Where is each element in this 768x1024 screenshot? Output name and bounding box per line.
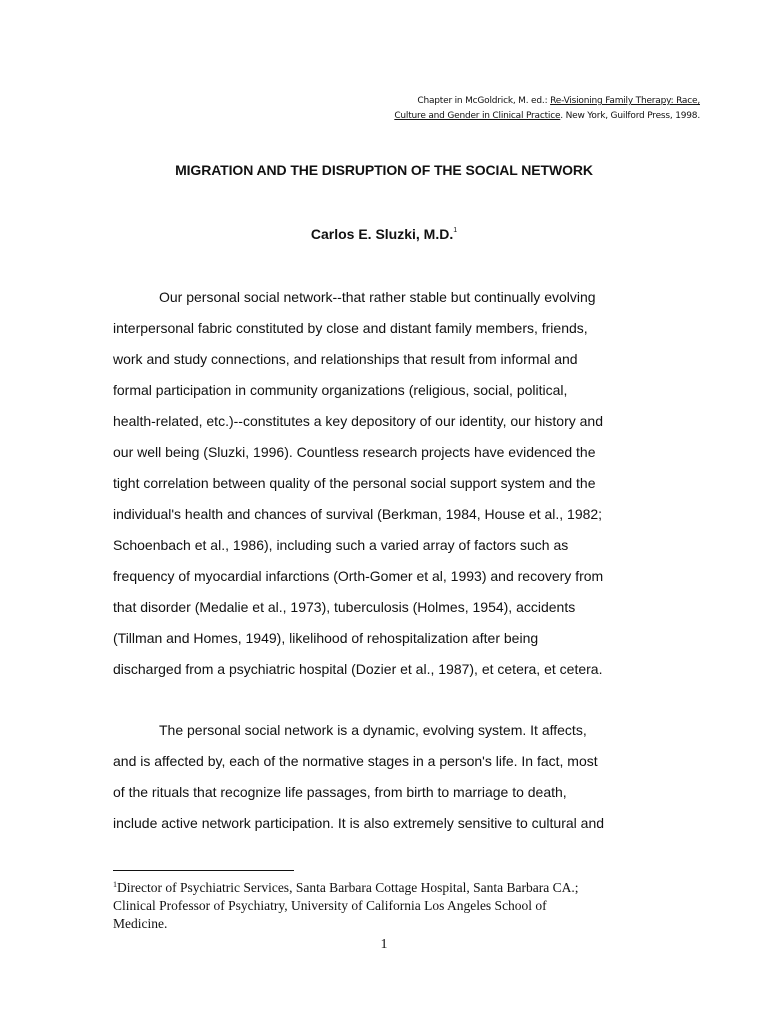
text-line: and is affected by, each of the normative stages in a person's life. In fact, most [113, 753, 598, 769]
text-line: health-related, etc.)--constitutes a key depository of our identity, our history and [113, 413, 603, 429]
text-line: include active network participation. It is also extremely sensitive to cultural and [113, 815, 605, 831]
paragraph-1 [113, 282, 653, 685]
citation-line-1: Chapter in McGoldrick, M. ed.: Re-Visioning Family Therapy: Race, [417, 96, 700, 106]
text-line: work and study connections, and relationships that result from informal and [113, 351, 578, 367]
text-line: interpersonal fabric constituted by close and distant family members, friends, [113, 320, 588, 336]
text-line: discharged from a psychiatric hospital (Dozier et al., 1987), et cetera, et cetera. [113, 661, 603, 677]
text-line: individual's health and chances of survival (Berkman, 1984, House et al., 1982; [113, 506, 603, 522]
text-line: frequency of myocardial infarctions (Orth-Gomer et al, 1993) and recovery from [113, 568, 604, 584]
footnote-line: $^1$Director of Psychiatric Services, Santa Barbara Cottage Hospital, Santa Barbara CA.; [113, 880, 579, 895]
footnote-separator [113, 870, 294, 871]
footnote [113, 876, 673, 933]
text-line: that disorder (Medalie et al., 1973), tuberculosis (Holmes, 1954), accidents [113, 599, 576, 615]
footnote-mark: 1 [113, 880, 117, 889]
citation-header [394, 94, 700, 124]
footnote-line: Clinical Professor of Psychiatry, University of California Los Angeles School of [113, 898, 547, 913]
author-name: Carlos E. Sluzki, M.D. [310, 226, 454, 242]
text-line: (Tillman and Homes, 1949), likelihood of rehospitalization after being [113, 630, 539, 646]
text-line: tight correlation between quality of the personal social support system and the [113, 475, 596, 491]
author-line [0, 226, 768, 242]
text-line: formal participation in community organizations (religious, social, political, [113, 382, 568, 398]
book-title-part-2: Culture and Gender in Clinical Practice [394, 111, 561, 121]
text-line: of the rituals that recognize life passages, from birth to marriage to death, [113, 784, 567, 800]
book-title-part-1: Re-Visioning Family Therapy: Race, [550, 96, 700, 106]
text-line: our well being (Sluzki, 1996). Countless research projects have evidenced the [113, 444, 596, 460]
text-line: Our personal social network--that rather stable but continually evolving [159, 289, 596, 305]
author-footnote-mark: 1 [453, 227, 458, 234]
paragraph-2 [113, 715, 653, 839]
text-line: The personal social network is a dynamic, evolving system. It affects, [159, 722, 587, 738]
citation-line-2: Culture and Gender in Clinical Practice. New York, Guilford Press, 1998. [394, 111, 700, 121]
footnote-line: Medicine. [113, 916, 168, 931]
text-line: Schoenbach et al., 1986), including such a varied array of factors such as [113, 537, 569, 553]
document-title: MIGRATION AND THE DISRUPTION OF THE SOCIAL NETWORK [175, 162, 593, 178]
page-number: 1 [380, 937, 388, 952]
